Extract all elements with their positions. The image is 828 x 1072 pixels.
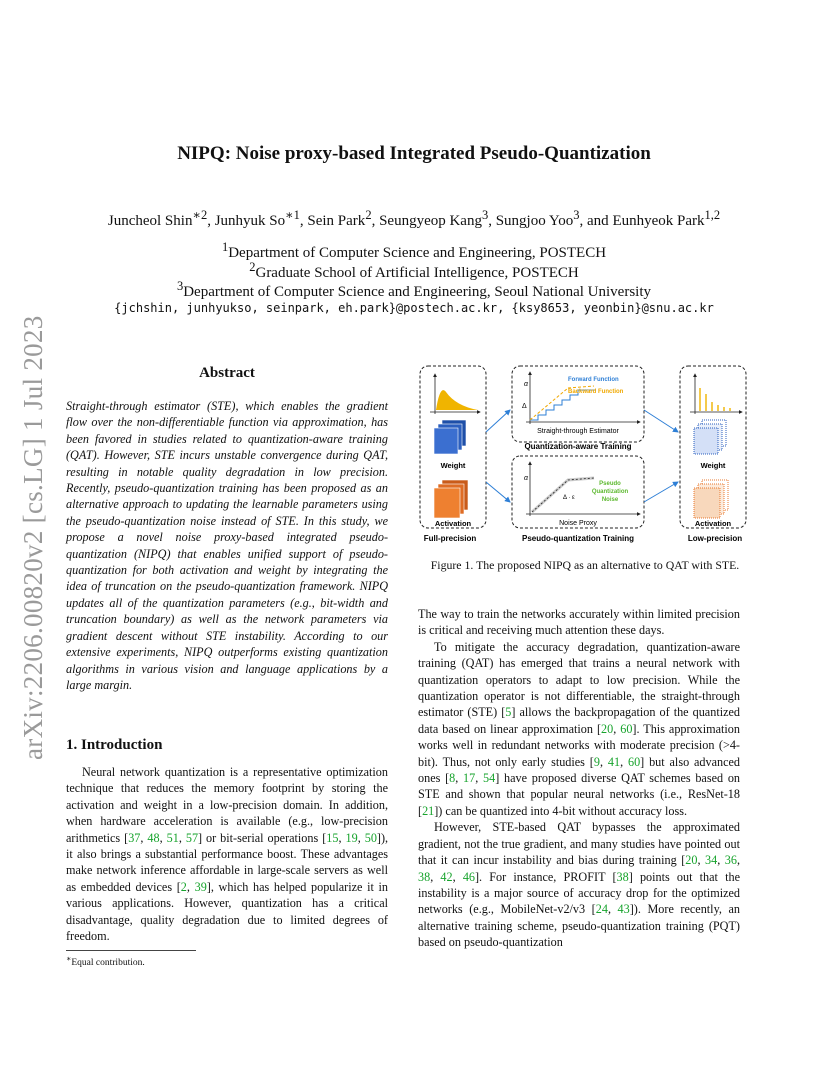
paragraph-text: , <box>736 853 741 868</box>
pqt-label: Pseudo-quantization Training <box>522 534 634 543</box>
intro-right-column <box>418 606 740 951</box>
citation-link[interactable]: 9 <box>593 754 600 769</box>
citation-link[interactable]: 42 <box>440 869 453 884</box>
author-name: Seungyeop Kang <box>379 213 482 229</box>
citation-link[interactable]: 54 <box>483 771 496 786</box>
paragraph-text: ] allows the backpropagation of the quantized data based on linear approximation [ <box>418 705 741 736</box>
intro-paragraph <box>66 764 388 944</box>
citation-link[interactable]: 19 <box>345 830 358 845</box>
right-paragraph <box>418 639 740 819</box>
svg-text:Noise: Noise <box>601 497 619 503</box>
paragraph-text: ]), it also brings a substantial performance boost. These advantages make network inference affordable in large-scale servers as well as embedded devices [ <box>66 830 389 894</box>
full-precision-label: Full-precision <box>423 534 477 543</box>
weight-label-left: Weight <box>440 461 466 470</box>
figure-caption: Figure 1. The proposed NIPQ as an alternative to QAT with STE. <box>430 558 740 572</box>
paragraph-text: , <box>452 869 463 884</box>
svg-text:α: α <box>524 475 528 482</box>
paper-title: NIPQ: Noise proxy-based Integrated Pseudo-Quantization <box>177 143 651 164</box>
author-name: Eunhyeok Park <box>612 213 705 229</box>
activation-cube-left <box>434 480 468 518</box>
paragraph-text: , <box>338 830 346 845</box>
svg-text:Quantization: Quantization <box>591 489 629 495</box>
paragraph-text: , <box>178 830 186 845</box>
weight-cube-left <box>434 420 466 454</box>
paragraph-text: , <box>475 771 484 786</box>
affiliation: $^2$Graduate School of Artificial Intelligence, POSTECH <box>249 260 579 281</box>
right-paragraph <box>418 819 740 950</box>
paragraph-text: ] have proposed diverse QAT schemes based on STE and shown that popular neural networks (i.e., ResNet-18 [ <box>418 771 741 818</box>
activation-label-right: Activation <box>694 519 732 528</box>
author-name: Sungjoo Yoo <box>495 213 574 229</box>
citation-link[interactable]: 48 <box>147 830 160 845</box>
citation-link[interactable]: 20 <box>685 853 698 868</box>
citation-link[interactable]: 51 <box>166 830 179 845</box>
abstract-heading: Abstract <box>199 365 255 381</box>
citation-link[interactable]: 38 <box>616 869 629 884</box>
abstract-text: Straight-through estimator (STE), which enables the gradient flow over the non-differentiable function via approximation, has been favored in studies related to quantization-aware training (QAT). However, STE incurs unstable convergence during QAT, resulting in notable quality degradation in low precision. Recently, pseudo-quantization training has been proposed as an alternative approach to updating the learnable parameters using the pseudo-quantization noise instead of STE. In this study, we propose a novel noise proxy-based integrated pseudo-quantization (NIPQ) that enables unified support of pseudo-quantization for both activation and weight by integrating the idea of truncation on the pseudo-quantization framework. NIPQ updates all of the quantization parameters (e.g., bit-width and truncation boundary) as well as the network parameters via gradient descent without STE instability. According to our extensive experiments, NIPQ outperforms existing quantization algorithms in various vision and language applications by a large margin. <box>66 399 388 692</box>
author-name: Junhyuk So <box>214 213 286 229</box>
paragraph-text: Neural network quantization is a representative optimization technique that reduces the memory footprint by storing the activation and weight in a low-precision domain. In addition, when hardware acceleration is available (e.g., low-precision arithmetics [ <box>66 765 388 845</box>
citation-link[interactable]: 37 <box>128 830 141 845</box>
paragraph-text: , <box>607 902 618 917</box>
paragraph-text: ] points out that the instability is a major source of accuracy drop for the optimized networks (e.g., MobileNet-v2/v3 [ <box>418 869 740 917</box>
paragraph-text: To mitigate the accuracy degradation, quantization-aware training (QAT) has emerged that trains a neural network with quantization operators to adapt to low precision. While the quantization operator is not differentiable, the straight-through estimator (STE) [ <box>418 639 740 720</box>
citation-link[interactable]: 24 <box>595 902 608 917</box>
citation-link[interactable]: 50 <box>364 830 377 845</box>
citation-link[interactable]: 57 <box>185 830 199 845</box>
figure-1 <box>418 362 752 548</box>
paragraph-text: ]. This approximation works well in redundant networks with moderate precision (>4-bit). Thus, not only early studies [ <box>418 721 740 769</box>
qat-label: Quantization-aware Training <box>524 442 632 451</box>
paragraph-text: , <box>613 721 621 736</box>
citation-link[interactable]: 46 <box>462 869 475 884</box>
noise-proxy-label: Noise Proxy <box>559 520 597 527</box>
citation-link[interactable]: 36 <box>724 853 737 868</box>
paragraph-text: , <box>430 869 441 884</box>
footnote-rule <box>66 950 196 951</box>
affiliation: $^3$Department of Computer Science and Engineering, Seoul National University <box>176 279 652 300</box>
paragraph-text: , <box>697 853 706 868</box>
paragraph-text: ]). More recently, an alternative training scheme, pseudo-quantization training (PQT) based on pseudo-quantization <box>418 902 740 950</box>
paragraph-text: , <box>620 754 628 769</box>
paragraph-text: , <box>455 771 464 786</box>
paragraph-text: ]) can be quantized into 4-bit without accuracy loss. <box>434 803 688 818</box>
backward-function-label: Backward Function <box>568 389 624 395</box>
author-list: Juncheol Shin$^{∗2}$, Junhyuk $So^{∗1}$, Sein Park$^2$, Seungyeop Kang$^3$, Sungjoo Yoo$^3$, and Eunhyeok Park$^{1,2}$ <box>107 208 721 229</box>
author-name: Sein Park <box>307 213 366 229</box>
citation-link[interactable]: 8 <box>449 771 456 786</box>
author-emails: {jchshin, junhyukso, seinpark, eh.park}@postech.ac.kr, {ksy8653, yeonbin}@snu.ac.kr <box>114 301 714 315</box>
paragraph-text: ], which has helped popularize it in various applications. However, quantization has a critical disadvantage, quality degradation due to limited degrees of freedom. <box>66 879 388 944</box>
alpha-symbol: α <box>524 381 528 388</box>
forward-function-label: Forward Function <box>568 377 619 383</box>
paragraph-text: , <box>599 754 608 769</box>
weight-cube-right <box>694 420 726 454</box>
svg-text:Pseudo: Pseudo <box>599 481 621 487</box>
citation-link[interactable]: 15 <box>326 830 339 845</box>
citation-link[interactable]: 39 <box>194 879 207 894</box>
delta-symbol: Δ <box>522 403 527 410</box>
citation-link[interactable]: 43 <box>617 902 630 917</box>
citation-link[interactable]: 41 <box>607 754 621 769</box>
paragraph-text: ] or bit-serial operations [ <box>198 830 327 845</box>
citation-link[interactable]: 17 <box>463 771 476 786</box>
paragraph-text: , <box>717 853 725 868</box>
arxiv-identifier: arXiv:2206.00820v2 [cs.LG] 1 Jul 2023 <box>18 315 48 760</box>
citation-link[interactable]: 38 <box>418 869 431 884</box>
paragraph-text: , <box>186 879 195 894</box>
low-precision-distribution <box>700 388 730 411</box>
citation-link[interactable]: 34 <box>705 853 718 868</box>
citation-link[interactable]: 60 <box>620 721 633 736</box>
citation-link[interactable]: 5 <box>505 705 512 720</box>
citation-link[interactable]: 21 <box>422 803 435 818</box>
activation-label-left: Activation <box>434 519 472 528</box>
paragraph-text: , <box>357 830 365 845</box>
paragraph-text: ]. For instance, PROFIT [ <box>475 869 617 884</box>
section-heading: 1. Introduction <box>66 737 163 753</box>
paragraph-text: , <box>140 830 148 845</box>
low-precision-label: Low-precision <box>687 534 743 543</box>
affiliation: $^1$Department of Computer Science and Engineering, POSTECH <box>221 240 607 261</box>
paragraph-text: , <box>159 830 167 845</box>
right-paragraph: The way to train the networks accurately within limited precision is critical and receiving much attention these days. <box>418 607 740 638</box>
activation-cube-right <box>694 480 728 518</box>
footnote: ∗Equal contribution. <box>66 954 145 969</box>
citation-link[interactable]: 20 <box>601 721 614 736</box>
full-precision-distribution <box>436 390 478 410</box>
ste-label: Straight-through Estimator <box>537 428 619 435</box>
citation-link[interactable]: 2 <box>180 879 187 894</box>
delta-epsilon-label: Δ · ε <box>563 495 575 501</box>
paragraph-text: ] but also advanced ones [ <box>418 754 741 786</box>
citation-link[interactable]: 60 <box>627 754 641 769</box>
author-name: Juncheol Shin <box>107 213 193 229</box>
weight-label-right: Weight <box>700 461 726 470</box>
paragraph-text: However, STE-based QAT bypasses the approximated gradient, not the true gradient, and many studies have pointed out that it can incur instability and bias during training [ <box>418 820 740 868</box>
